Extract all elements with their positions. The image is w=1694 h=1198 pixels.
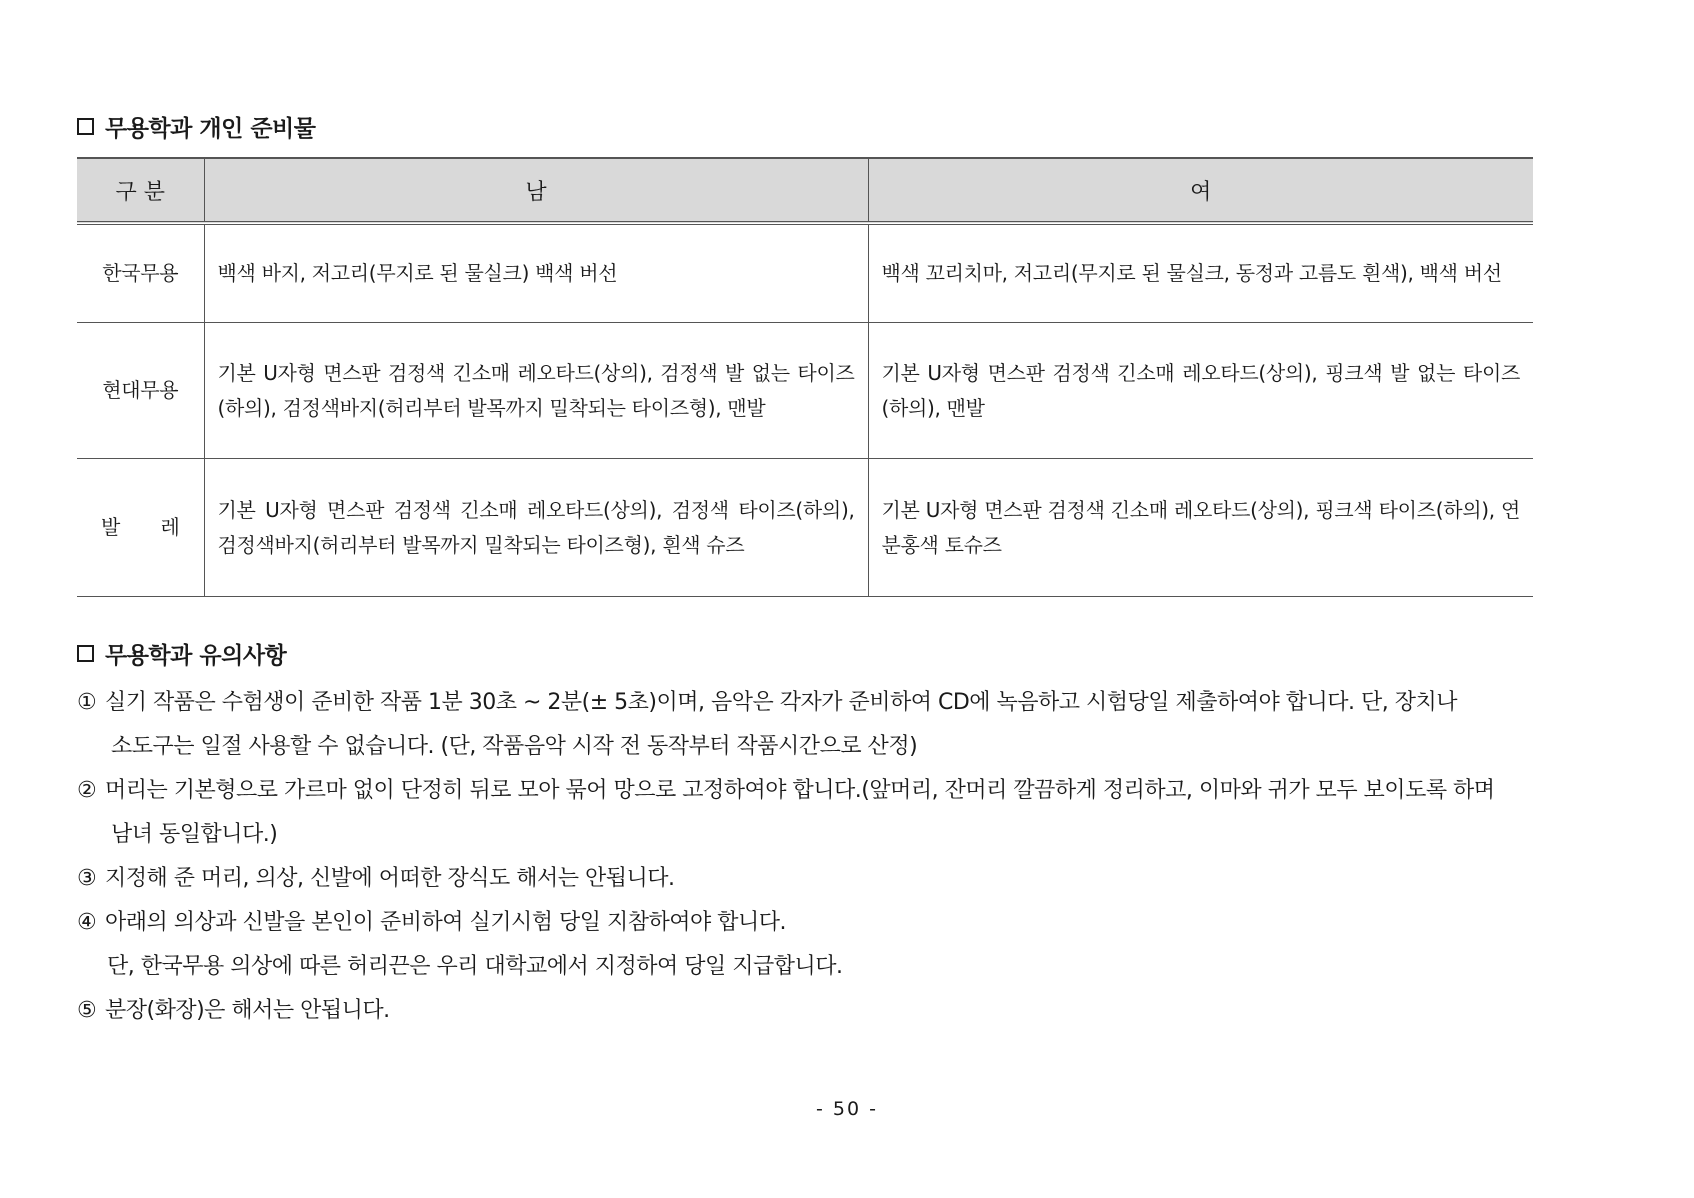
note-text: 아래의 의상과 신발을 본인이 준비하여 실기시험 당일 지참하여야 합니다.	[105, 910, 787, 935]
row-female: 백색 꼬리치마, 저고리(무지로 된 물실크, 동정과 고름도 흰색), 백색 버선	[868, 223, 1533, 323]
row-category: 한국무용	[77, 223, 204, 323]
note-number: ②	[77, 778, 97, 803]
preparation-table	[77, 157, 1533, 597]
note-number: ⑤	[77, 998, 97, 1023]
row-female: 기본 U자형 면스판 검정색 긴소매 레오타드(상의), 핑크색 발 없는 타이즈(하의), 맨발	[868, 323, 1533, 459]
note-text: 분장(화장)은 해서는 안됩니다.	[105, 998, 390, 1023]
list-item	[77, 901, 1617, 945]
note-number: ③	[77, 866, 97, 891]
section-title-text: 무용학과 개인 준비물	[105, 116, 316, 142]
table-header-row	[77, 158, 1533, 223]
note-text: 머리는 기본형으로 가르마 없이 단정히 뒤로 모아 묶어 망으로 고정하여야 합니다.(앞머리, 잔머리 깔끔하게 정리하고, 이마와 귀가 모두 보이도록 하며	[105, 778, 1495, 803]
table-row	[77, 323, 1533, 459]
note-number: ④	[77, 910, 97, 935]
row-male: 기본 U자형 면스판 검정색 긴소매 레오타드(상의), 검정색 발 없는 타이즈(하의), 검정색바지(허리부터 발목까지 밀착되는 타이즈형), 맨발	[204, 323, 868, 459]
header-male: 남	[204, 158, 868, 223]
list-item-continuation: 단, 한국무용 의상에 따른 허리끈은 우리 대학교에서 지정하여 당일 지급합니다.	[107, 954, 843, 979]
row-category: 발 레	[77, 459, 204, 597]
table-row	[77, 459, 1533, 597]
row-female: 기본 U자형 면스판 검정색 긴소매 레오타드(상의), 핑크색 타이즈(하의), 연분홍색 토슈즈	[868, 459, 1533, 597]
list-item-continuation: 소도구는 일절 사용할 수 없습니다. (단, 작품음악 시작 전 동작부터 작품시간으로 산정)	[111, 734, 918, 759]
list-item	[77, 681, 1617, 725]
list-item	[77, 989, 1617, 1033]
page-number: - 50 -	[816, 1098, 878, 1120]
note-text: 실기 작품은 수험생이 준비한 작품 1분 30초 ~ 2분(± 5초)이며, 음악은 각자가 준비하여 CD에 녹음하고 시험당일 제출하여야 합니다. 단, 장치나	[105, 690, 1458, 715]
row-male: 백색 바지, 저고리(무지로 된 물실크) 백색 버선	[204, 223, 868, 323]
row-category: 현대무용	[77, 323, 204, 459]
section-title-notes	[77, 637, 286, 670]
note-number: ①	[77, 690, 97, 715]
checkbox-square-icon	[77, 118, 94, 135]
list-item	[77, 857, 1617, 901]
list-item	[77, 769, 1617, 813]
row-male: 기본 U자형 면스판 검정색 긴소매 레오타드(상의), 검정색 타이즈(하의), 검정색바지(허리부터 발목까지 밀착되는 타이즈형), 흰색 슈즈	[204, 459, 868, 597]
checkbox-square-icon	[77, 645, 94, 662]
note-text: 지정해 준 머리, 의상, 신발에 어떠한 장식도 해서는 안됩니다.	[105, 866, 675, 891]
section-title-text: 무용학과 유의사항	[105, 643, 287, 669]
header-category: 구 분	[77, 158, 204, 223]
header-female: 여	[868, 158, 1533, 223]
section-title-preparation	[77, 110, 315, 143]
list-item-continuation: 남녀 동일합니다.)	[111, 822, 278, 847]
table-row	[77, 223, 1533, 323]
notes-list	[77, 681, 1617, 1033]
